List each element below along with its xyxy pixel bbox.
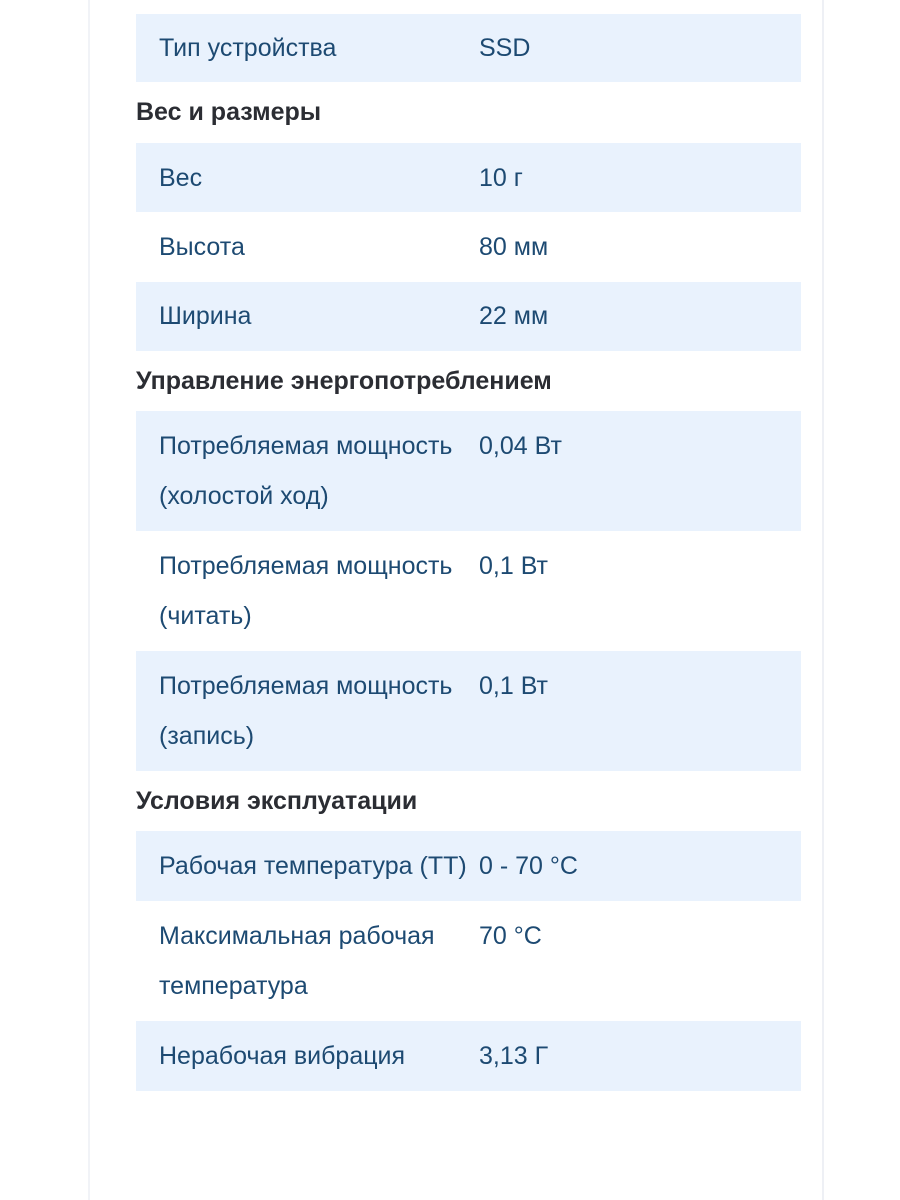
spec-row-power-write (136, 651, 801, 771)
spec-table (136, 14, 801, 1091)
spec-value: 70 °C (479, 922, 542, 950)
spec-row-device-type (136, 14, 801, 82)
spec-row-power-idle (136, 411, 801, 531)
spec-value: 22 мм (479, 302, 549, 330)
spec-row-power-read (136, 531, 801, 651)
spec-label: Высота (159, 233, 245, 261)
spec-value: 0,04 Вт (479, 432, 562, 460)
left-margin-panel (0, 0, 90, 1200)
section-title-power-management: Управление энергопотреблением (136, 367, 552, 395)
spec-row-height (136, 212, 801, 282)
spec-label: Вес (159, 164, 203, 192)
spec-label: Ширина (159, 302, 252, 330)
spec-row-max-operating-temp (136, 901, 801, 1021)
section-title-weight-dimensions: Вес и размеры (136, 98, 322, 126)
spec-row-operating-temp (136, 831, 801, 901)
spec-value: 0,1 Вт (479, 672, 548, 700)
spec-page (90, 0, 822, 1200)
section-title-operating-conditions: Условия эксплуатации (136, 787, 418, 815)
spec-row-width (136, 282, 801, 351)
spec-value: SSD (479, 34, 531, 62)
spec-row-nonoperating-vibration (136, 1021, 801, 1091)
spec-label: Потребляемая мощность (холостой ход) (159, 432, 453, 510)
spec-label: Потребляемая мощность (запись) (159, 672, 453, 750)
spec-label: Потребляемая мощность (читать) (159, 552, 453, 630)
spec-value: 0,1 Вт (479, 552, 548, 580)
spec-value: 0 - 70 °C (479, 852, 578, 880)
spec-label: Максимальная рабочая температура (159, 922, 435, 1000)
spec-row-weight (136, 143, 801, 212)
right-margin-panel (822, 0, 900, 1200)
spec-label: Рабочая температура (ТТ) (159, 852, 467, 880)
spec-label: Тип устройства (159, 34, 337, 62)
spec-value: 3,13 Г (479, 1042, 549, 1070)
spec-value: 80 мм (479, 233, 549, 261)
spec-value: 10 г (479, 164, 523, 192)
spec-label: Нерабочая вибрация (159, 1042, 406, 1070)
